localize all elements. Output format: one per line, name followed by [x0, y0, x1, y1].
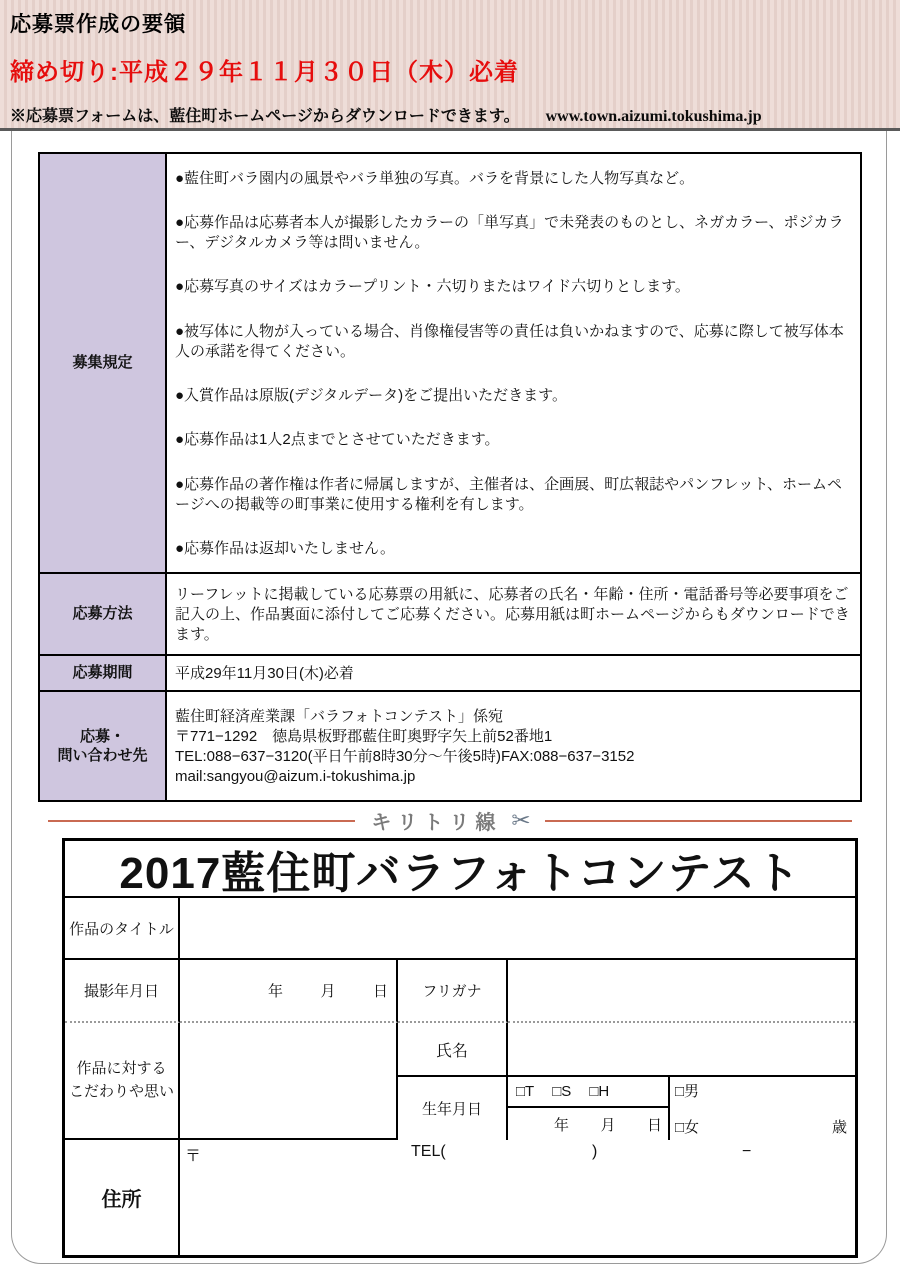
contact-content — [166, 691, 861, 801]
work-title-field — [180, 898, 855, 960]
method-row-label: 応募方法 — [39, 573, 166, 655]
gender-age-cell — [670, 1077, 855, 1140]
birth-date-label: 生年月日 — [398, 1077, 508, 1140]
contact-line: 藍住町経済産業課「バラフォトコンテスト」係宛 — [175, 707, 504, 725]
address-field — [180, 1140, 855, 1255]
tel-open-paren: TEL( — [411, 1143, 446, 1160]
year-label: 年 — [554, 1116, 570, 1134]
method-content: リーフレットに掲載している応募票の用紙に、応募者の氏名・年齢・住所・電話番号等必要事項をご記入の上、作品裏面に添付してご応募ください。応募用紙は町ホームページからもダウンロードできます。 — [166, 573, 861, 655]
table-row — [39, 691, 861, 801]
page-title: 応募票作成の要領 — [10, 13, 186, 36]
age-suffix-label: 歳 — [831, 1119, 847, 1136]
impression-label — [65, 1023, 180, 1140]
address-label: 住所 — [65, 1140, 180, 1255]
website-url: www.town.aizumi.tokushima.jp — [545, 108, 762, 125]
guidelines-table — [38, 152, 862, 802]
era-taisho-checkbox: □T — [516, 1083, 535, 1100]
table-row — [39, 655, 861, 691]
contact-line: mail:sangyou@aizum.i-tokushima.jp — [175, 768, 416, 786]
tel-close-paren: ) — [592, 1143, 598, 1160]
tel-dash: − — [742, 1143, 752, 1160]
period-row-label: 応募期間 — [39, 655, 166, 691]
male-checkbox: □男 — [675, 1083, 700, 1100]
cut-line-label: キリトリ線 — [371, 812, 502, 834]
scissors-icon: ✂ — [511, 807, 531, 833]
period-content: 平成29年11月30日(木)必着 — [166, 655, 861, 691]
era-checkboxes — [508, 1077, 670, 1108]
month-label: 月 — [320, 983, 336, 1000]
postal-mark: 〒 — [185, 1148, 202, 1165]
rule-item: ●入賞作品は原版(デジタルデータ)をご提出いただきます。 — [175, 387, 567, 405]
form-title: 2017藍住町バラフォトコンテスト — [119, 848, 801, 898]
rule-item: ●応募作品は応募者本人が撮影したカラーの「単写真」で未発表のものとし、ネガカラー、ポジカラー、デジタルカメラ等は問いません。 — [175, 213, 844, 252]
contact-row-label — [39, 691, 166, 801]
era-heisei-checkbox: □H — [589, 1083, 610, 1100]
contact-line: TEL:088−637−3120(平日午前8時30分〜午後5時)FAX:088−637−3152 — [175, 748, 635, 765]
day-label: 日 — [646, 1116, 662, 1134]
rules-content — [166, 153, 861, 573]
rules-row-label: 募集規定 — [39, 153, 166, 573]
month-label: 月 — [600, 1116, 616, 1134]
rule-item: ●応募作品は1人2点までとさせていただきます。 — [175, 431, 500, 449]
header-banner — [0, 0, 900, 131]
shoot-date-field — [180, 960, 398, 1023]
rule-item: ●被写体に人物が入っている場合、肖像権侵害等の責任は負いかねますので、応募に際して被写体本人の承諾を得てください。 — [175, 322, 844, 360]
era-showa-checkbox: □S — [552, 1083, 572, 1100]
rule-item: ●応募作品の著作権は作者に帰属しますが、主催者は、企画展、町広報誌やパンフレット、ホームページへの掲載等の町事業に使用する権利を有します。 — [175, 475, 842, 513]
cut-line-right-rule — [545, 820, 852, 822]
female-checkbox: □女 — [675, 1119, 700, 1136]
impression-label-line2: こだわりや思い — [68, 1082, 174, 1100]
download-note: ※応募票フォームは、藍住町ホームページからダウンロードできます。 — [10, 108, 520, 125]
deadline-text: 締め切り:平成２９年１１月３０日（木）必着 — [10, 59, 519, 86]
table-row — [39, 573, 861, 655]
name-label: 氏名 — [398, 1023, 508, 1077]
day-label: 日 — [372, 983, 388, 1000]
contact-line: 〒771−1292 徳島県板野郡藍住町奥野字矢上前52番地1 — [175, 727, 553, 745]
cut-line-left-rule — [48, 820, 355, 822]
name-field — [508, 1023, 855, 1077]
rule-item: ●応募写真のサイズはカラープリント・六切りまたはワイド六切りとします。 — [175, 278, 690, 296]
rule-item: ●応募作品は返却いたしません。 — [175, 540, 395, 558]
impression-field — [180, 1023, 398, 1140]
table-row — [39, 153, 861, 573]
rule-item: ●藍住町バラ園内の風景やバラ単独の写真。バラを背景にした人物写真など。 — [175, 169, 695, 187]
birth-date-field — [508, 1108, 670, 1140]
furigana-label: フリガナ — [398, 960, 508, 1023]
work-title-label: 作品のタイトル — [65, 898, 180, 960]
shoot-date-label: 撮影年月日 — [65, 960, 180, 1023]
form-title-row — [65, 841, 855, 898]
furigana-field — [508, 960, 855, 1023]
year-label: 年 — [268, 983, 284, 1000]
contact-label-line2: 問い合わせ先 — [57, 747, 148, 764]
entry-form — [62, 838, 858, 1258]
contact-label-line1: 応募・ — [79, 727, 125, 745]
impression-label-line1: 作品に対する — [76, 1060, 167, 1077]
cut-line — [48, 806, 852, 835]
